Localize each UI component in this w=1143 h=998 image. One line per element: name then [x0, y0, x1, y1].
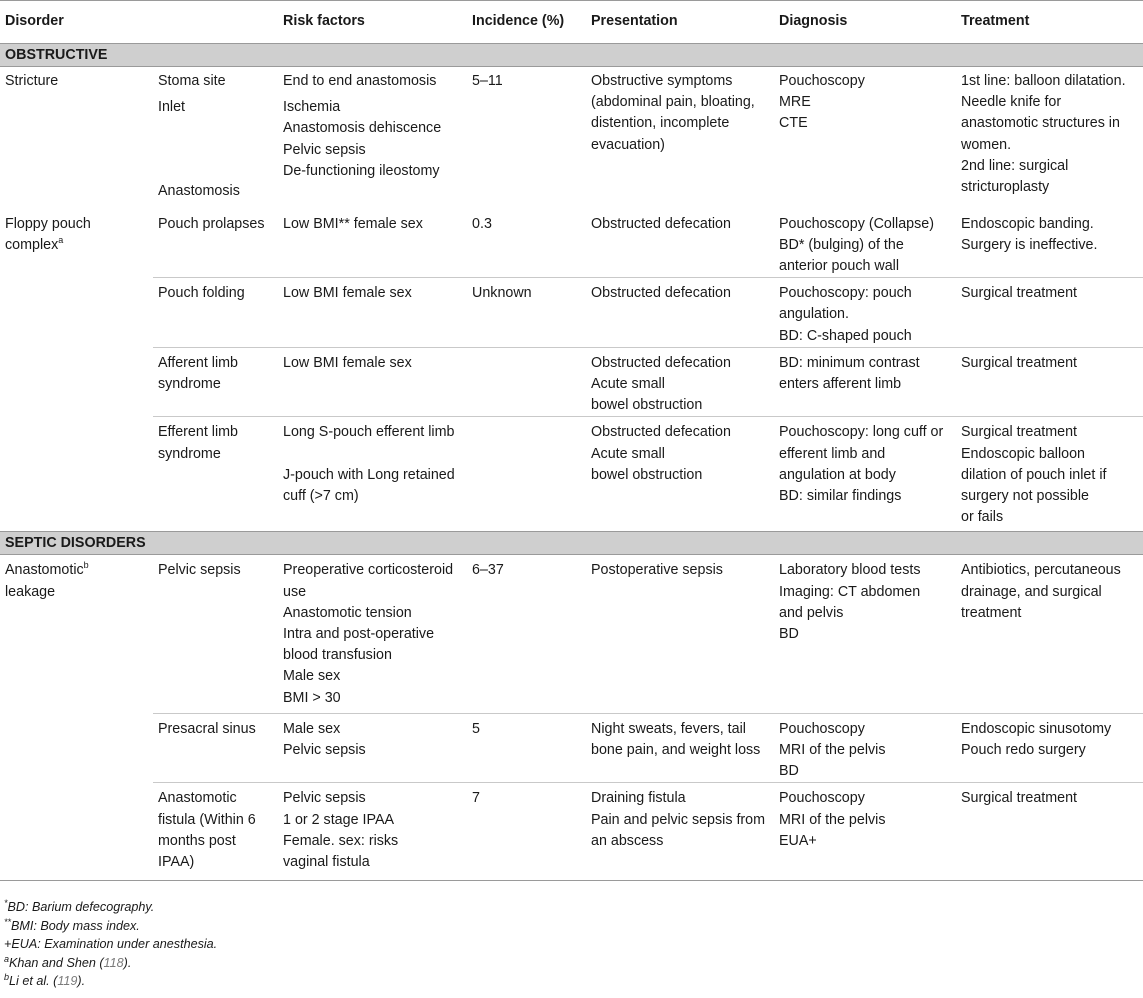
- header-diagnosis: Diagnosis: [774, 1, 956, 44]
- risk-cell: Pelvic sepsis 1 or 2 stage IPAA Female. sex: risks vaginal fistula: [278, 783, 467, 881]
- treatment-cell: Surgical treatment Endoscopic balloon dilation of pouch inlet if surgery not possible or fails: [956, 417, 1143, 532]
- subtype-cell: Pelvic sepsis: [158, 562, 241, 579]
- treatment-cell: Surgical treatment: [956, 278, 1143, 348]
- treatment-cell: Endoscopic sinusotomy Pouch redo surgery: [956, 713, 1143, 783]
- footnote-mark: b: [83, 560, 89, 571]
- diagnosis-cell: Pouchoscopy MRI of the pelvis EUA+: [774, 783, 956, 881]
- presentation-cell: Obstructive symptoms (abdominal pain, bloating, distention, incomplete evacuation): [591, 73, 755, 153]
- risk-cell: Low BMI female sex: [278, 278, 467, 348]
- diagnosis-cell: BD: minimum contrast enters afferent limb: [774, 347, 956, 417]
- presentation-cell: Obstructed defecation: [591, 215, 731, 232]
- header-treatment: Treatment: [956, 1, 1143, 44]
- table-row: [0, 783, 1143, 881]
- presentation-cell: Postoperative sepsis: [591, 562, 723, 579]
- subtype-cell: Stoma site Inlet Anastomosis: [158, 73, 240, 200]
- incidence-cell: 5–11: [472, 73, 503, 89]
- reference-link[interactable]: 118: [103, 955, 124, 970]
- treatment-cell: Surgical treatment: [956, 783, 1143, 881]
- reference-link[interactable]: 119: [57, 974, 78, 989]
- incidence-cell: Unknown: [467, 278, 586, 348]
- table-row: [0, 347, 1143, 417]
- risk-cell: Preoperative corticosteroid use Anastomotic tension Intra and post-operative blood transfusion Male sex BMI > 30: [283, 562, 454, 706]
- disorder-cell: Floppy pouch complex$^a$: [5, 215, 91, 253]
- footnote-bmi: **BMI: Body mass index.: [4, 916, 140, 933]
- presentation-cell: Night sweats, fevers, tail bone pain, and weight loss: [586, 713, 774, 783]
- footnote-mark: a: [58, 235, 64, 246]
- incidence-cell: 6–37: [472, 562, 504, 579]
- subtype-cell: Pouch prolapses: [158, 215, 265, 232]
- subtype-cell: Efferent limb syndrome: [153, 417, 278, 532]
- footnote-bd: *BD: Barium defecography.: [4, 897, 155, 914]
- treatment-cell: Antibiotics, percutaneous drainage, and surgical treatment: [961, 562, 1121, 621]
- header-incidence: Incidence (%): [467, 1, 586, 44]
- section-row: [0, 532, 1143, 555]
- section-obstructive: OBSTRUCTIVE: [0, 44, 1143, 67]
- subtype-cell: Pouch folding: [153, 278, 278, 348]
- incidence-cell: [467, 347, 586, 417]
- risk-cell: Low BMI female sex: [278, 347, 467, 417]
- incidence-cell: 5: [467, 713, 586, 783]
- section-septic: SEPTIC DISORDERS: [0, 532, 1143, 555]
- table-row: [0, 417, 1143, 532]
- disorder-cell: Anastomotic$^b$ leakage: [5, 560, 89, 600]
- incidence-cell: [467, 417, 586, 532]
- table-row: [0, 67, 1143, 209]
- treatment-cell: Endoscopic banding. Surgery is ineffective.: [961, 215, 1098, 253]
- footnote-eua: +EUA: Examination under anesthesia.: [4, 937, 218, 952]
- risk-cell: Low BMI** female sex: [283, 215, 423, 232]
- table-row: [0, 713, 1143, 783]
- presentation-cell: Obstructed defecation: [586, 278, 774, 348]
- subtype-cell: Presacral sinus: [153, 713, 278, 783]
- treatment-cell: Surgical treatment: [956, 347, 1143, 417]
- header-presentation: Presentation: [586, 1, 774, 44]
- footnote-b: $^b$Li et al. (119).: [4, 972, 86, 989]
- risk-cell: Long S-pouch efferent limb J-pouch with Long retained cuff (>7 cm): [278, 417, 467, 532]
- diagnosis-cell: Pouchoscopy: long cuff or efferent limb and angulation at body BD: similar findings: [774, 417, 956, 532]
- header-disorder: Disorder: [0, 1, 278, 44]
- treatment-cell: 1st line: balloon dilatation. Needle knife for anastomotic structures in women. 2nd line: surgical stricturoplasty: [961, 73, 1126, 196]
- section-row: [0, 44, 1143, 67]
- presentation-cell: Draining fistula Pain and pelvic sepsis from an abscess: [586, 783, 774, 881]
- table-row: [0, 209, 1143, 278]
- disorder-cell: Stricture: [5, 73, 59, 89]
- diagnosis-cell: Laboratory blood tests Imaging: CT abdomen and pelvis BD: [779, 562, 921, 643]
- diagnosis-cell: Pouchoscopy: pouch angulation. BD: C-shaped pouch: [774, 278, 956, 348]
- header-row: [0, 1, 1143, 44]
- table-row: [0, 555, 1143, 713]
- header-risk-factors: Risk factors: [278, 1, 467, 44]
- diagnosis-cell: Pouchoscopy MRI of the pelvis BD: [774, 713, 956, 783]
- table-row: [0, 278, 1143, 348]
- incidence-cell: 7: [467, 783, 586, 881]
- diagnosis-cell: Pouchoscopy MRE CTE: [779, 73, 865, 132]
- footnote-a: $^a$Khan and Shen (118).: [4, 953, 132, 970]
- presentation-cell: Obstructed defecation Acute small bowel obstruction: [586, 347, 774, 417]
- risk-cell: End to end anastomosis Ischemia Anastomosis dehiscence Pelvic sepsis De-functioning ileostomy: [283, 73, 442, 179]
- diagnosis-cell: Pouchoscopy (Collapse) BD* (bulging) of the anterior pouch wall: [779, 215, 934, 275]
- incidence-cell: 0.3: [472, 215, 492, 232]
- presentation-cell: Obstructed defecation Acute small bowel obstruction: [586, 417, 774, 532]
- footnotes: [4, 898, 217, 991]
- subtype-cell: Afferent limb syndrome: [153, 347, 278, 417]
- subtype-cell: Anastomotic fistula (Within 6 months post IPAA): [153, 783, 278, 881]
- risk-cell: Male sex Pelvic sepsis: [278, 713, 467, 783]
